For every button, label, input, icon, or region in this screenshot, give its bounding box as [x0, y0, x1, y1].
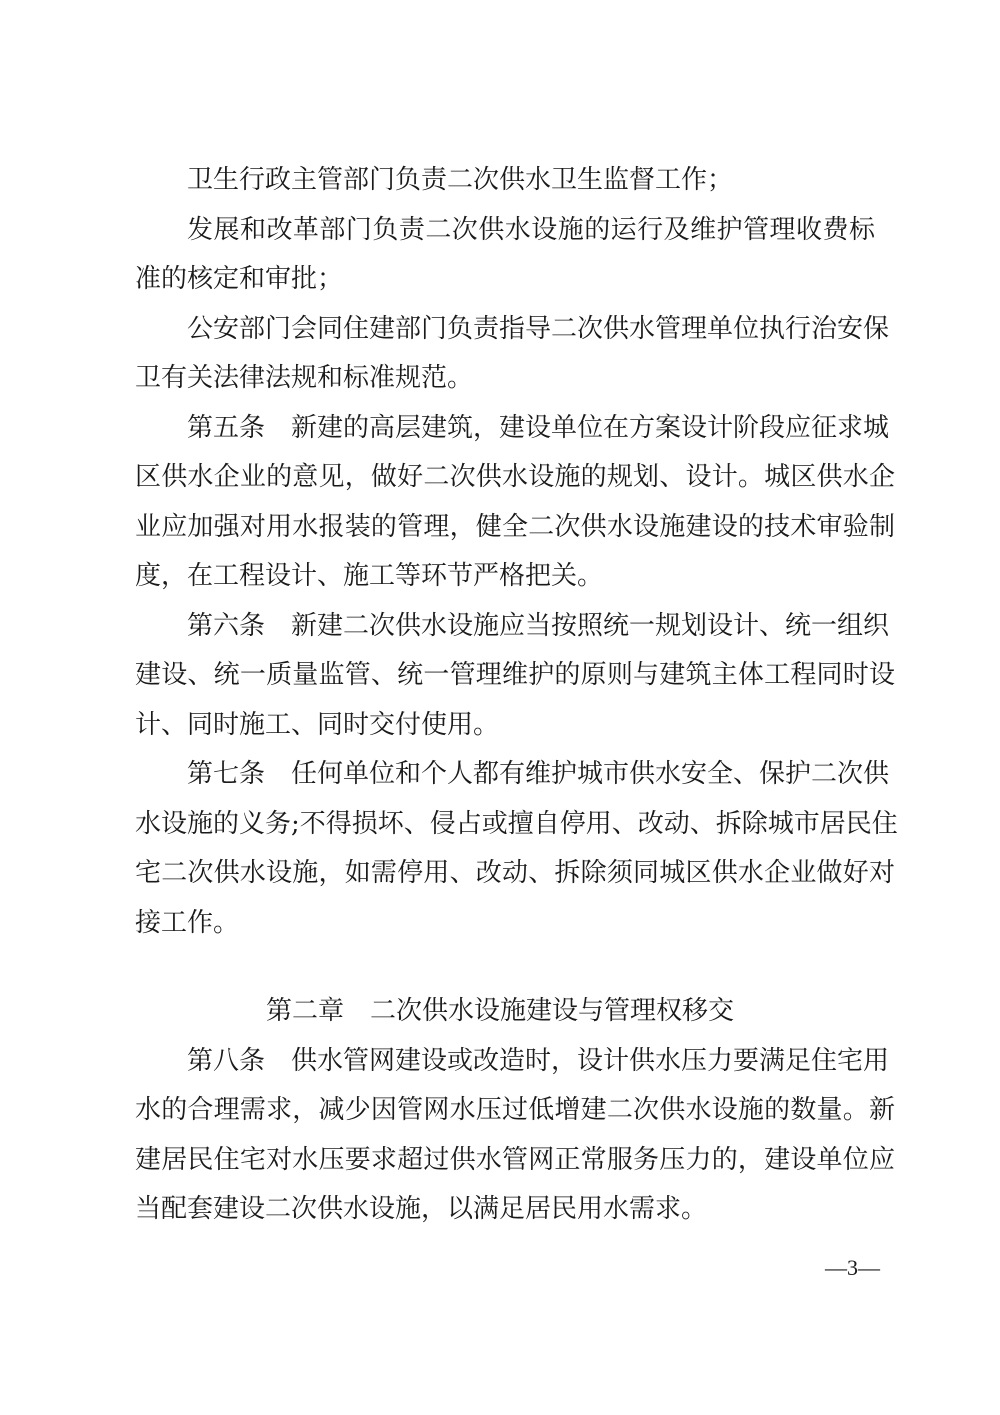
article-8-line: 建居民住宅对水压要求超过供水管网正常服务压力的，建设单位应	[135, 1145, 895, 1175]
article-6-line: 第六条 新建二次供水设施应当按照统一规划设计、统一组织	[187, 611, 890, 641]
article-8-line: 第八条 供水管网建设或改造时，设计供水压力要满足住宅用	[187, 1046, 890, 1076]
paragraph-line: 准的核定和审批；	[135, 264, 344, 294]
paragraph-line: 发展和改革部门负责二次供水设施的运行及维护管理收费标	[187, 215, 875, 245]
article-7-line: 接工作。	[135, 908, 240, 938]
article-7-line: 水设施的义务;不得损坏、侵占或擅自停用、改动、拆除城市居民住	[135, 809, 898, 839]
article-7-line: 宅二次供水设施，如需停用、改动、拆除须同城区供水企业做好对	[135, 858, 895, 888]
paragraph-line: 卫有关法律法规和标准规范。	[135, 363, 474, 393]
article-5-line: 度，在工程设计、施工等环节严格把关。	[135, 561, 604, 591]
article-6-line: 建设、统一质量监管、统一管理维护的原则与建筑主体工程同时设	[135, 660, 895, 690]
article-5-line: 业应加强对用水报装的管理，健全二次供水设施建设的技术审验制	[135, 512, 895, 542]
article-6-line: 计、同时施工、同时交付使用。	[135, 710, 500, 740]
paragraph-line: 公安部门会同住建部门负责指导二次供水管理单位执行治安保	[187, 314, 890, 344]
article-5-line: 区供水企业的意见，做好二次供水设施的规划、设计。城区供水企	[135, 462, 895, 492]
chapter-heading: 第二章 二次供水设施建设与管理权移交	[265, 996, 734, 1026]
page-number: —3—	[825, 1255, 880, 1280]
article-5-line: 第五条 新建的高层建筑，建设单位在方案设计阶段应征求城	[187, 413, 890, 443]
article-7-line: 第七条 任何单位和个人都有维护城市供水安全、保护二次供	[187, 759, 890, 789]
article-8-line: 当配套建设二次供水设施，以满足居民用水需求。	[135, 1194, 708, 1224]
paragraph-line: 卫生行政主管部门负责二次供水卫生监督工作；	[187, 165, 734, 195]
article-8-line: 水的合理需求，减少因管网水压过低增建二次供水设施的数量。新	[135, 1095, 895, 1125]
